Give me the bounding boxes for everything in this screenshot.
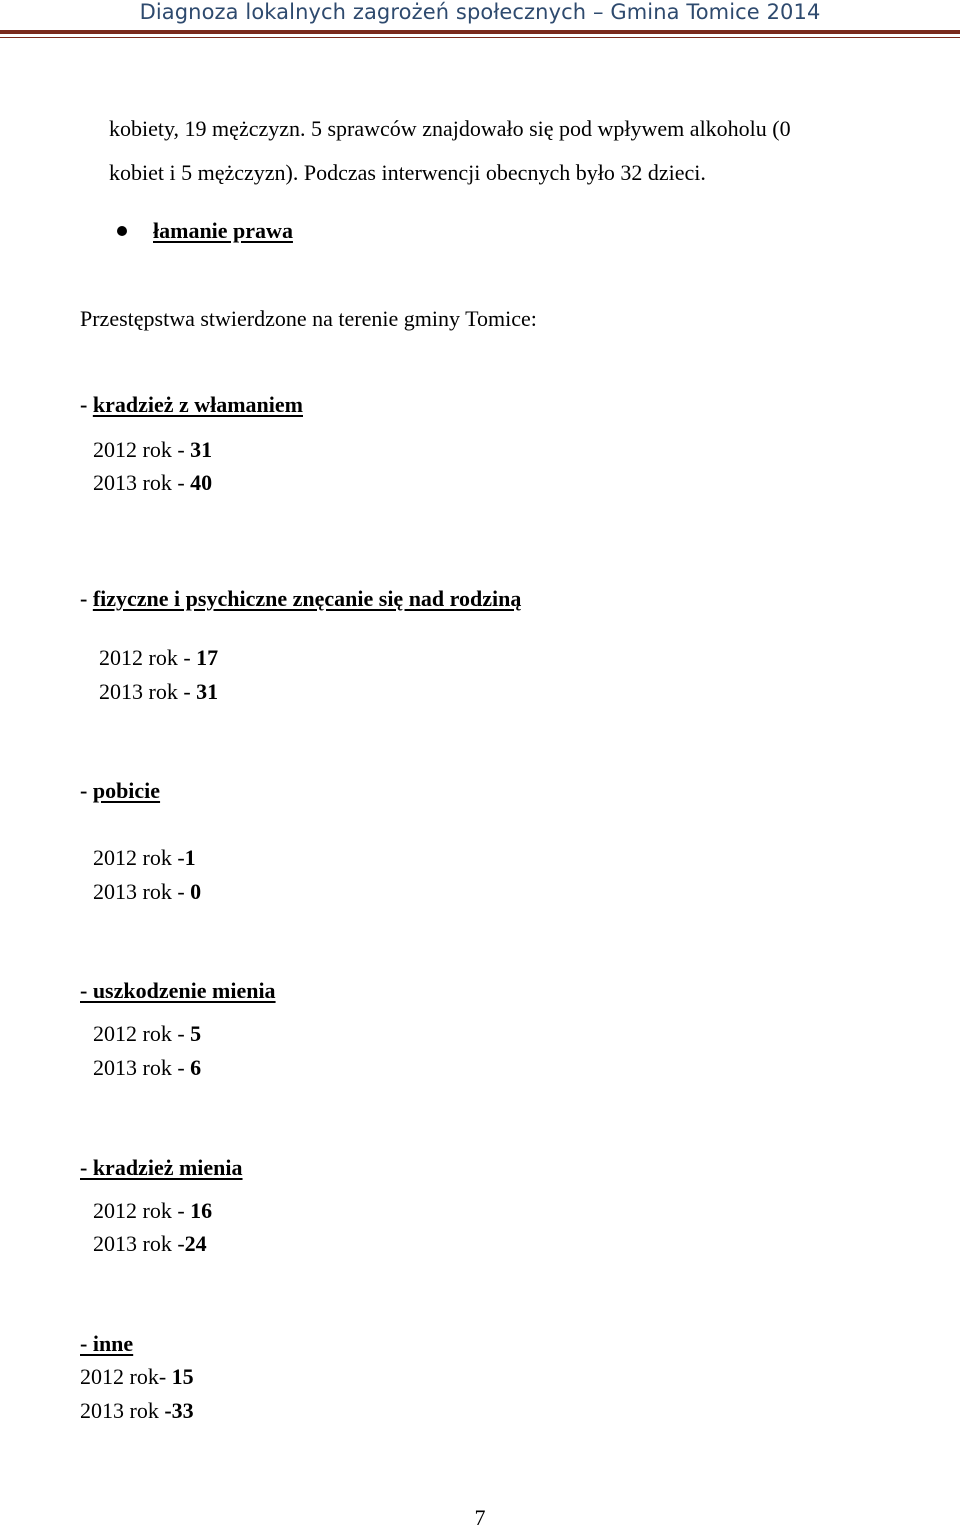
crime-stat-row (80, 1364, 194, 1390)
crime-heading-title: fizyczne i psychiczne znęcanie się nad rodziną (92, 586, 522, 611)
stat-value: 5 (190, 1021, 202, 1046)
stat-year-label: 2012 rok - (93, 1198, 191, 1223)
stat-year-label: 2013 rok - (93, 1231, 185, 1256)
stat-year-label: 2012 rok - (93, 845, 185, 870)
page-header-title: Diagnoza lokalnych zagrożeń społecznych – Gmina Tomice 2014 (139, 0, 821, 24)
crime-stat-row (93, 437, 212, 463)
stat-value: 6 (190, 1055, 202, 1080)
crime-heading: - uszkodzenie mienia (80, 978, 276, 1003)
intro-line-2: kobiet i 5 mężczyzn). Podczas interwencji obecnych było 32 dzieci. (109, 160, 706, 185)
stat-year-label: 2012 rok - (93, 1021, 191, 1046)
crime-stat-row (93, 470, 212, 496)
stat-year-label: 2012 rok- (80, 1364, 172, 1389)
stat-year-label: 2012 rok - (99, 645, 197, 670)
header-divider-thin (0, 37, 960, 38)
crime-stat-row (93, 1021, 201, 1047)
crime-stat-row (99, 645, 218, 671)
crime-heading-title: kradzież z włamaniem (92, 392, 303, 417)
crime-heading (80, 778, 160, 804)
stat-year-label: 2012 rok - (93, 437, 191, 462)
section-heading: łamanie prawa (153, 218, 293, 243)
crimes-intro: Przestępstwa stwierdzone na terenie gminy Tomice: (80, 306, 537, 331)
crime-heading: - inne (80, 1331, 134, 1356)
crime-heading-prefix: - (80, 586, 93, 611)
stat-value: 17 (196, 645, 219, 670)
stat-year-label: 2013 rok - (93, 1055, 191, 1080)
crime-heading (80, 392, 303, 418)
crime-stat-row (93, 879, 201, 905)
stat-value: -33 (164, 1398, 194, 1423)
bullet-icon (117, 226, 127, 236)
crime-heading: - kradzież mienia (80, 1155, 243, 1180)
crime-stat-row (99, 679, 218, 705)
stat-value: 31 (196, 679, 219, 704)
stat-year-label: 2013 rok - (93, 879, 191, 904)
stat-value: 40 (190, 470, 213, 495)
crime-stat-row (93, 1198, 212, 1224)
stat-value: 0 (190, 879, 202, 904)
crime-heading-title: pobicie (92, 778, 161, 803)
stat-value: 1 (184, 845, 196, 870)
intro-line-1: kobiety, 19 mężczyzn. 5 sprawców znajdowało się pod wpływem alkoholu (0 (109, 116, 791, 141)
header-divider (0, 30, 960, 34)
crime-stat-row (93, 1231, 207, 1257)
crime-heading (80, 586, 521, 612)
crime-heading-prefix: - (80, 778, 93, 803)
crime-heading-prefix: - (80, 392, 93, 417)
crime-stat-row (93, 1055, 201, 1081)
stat-value: 16 (190, 1198, 213, 1223)
stat-value: 15 (171, 1364, 194, 1389)
crime-stat-row (93, 845, 196, 871)
crime-stat-row (80, 1398, 194, 1424)
page-number: 7 (474, 1505, 486, 1530)
stat-year-label: 2013 rok - (93, 470, 191, 495)
stat-year-label: 2013 rok - (99, 679, 197, 704)
stat-year-label: 2013 rok (80, 1398, 165, 1423)
stat-value: 24 (184, 1231, 207, 1256)
stat-value: 31 (190, 437, 213, 462)
